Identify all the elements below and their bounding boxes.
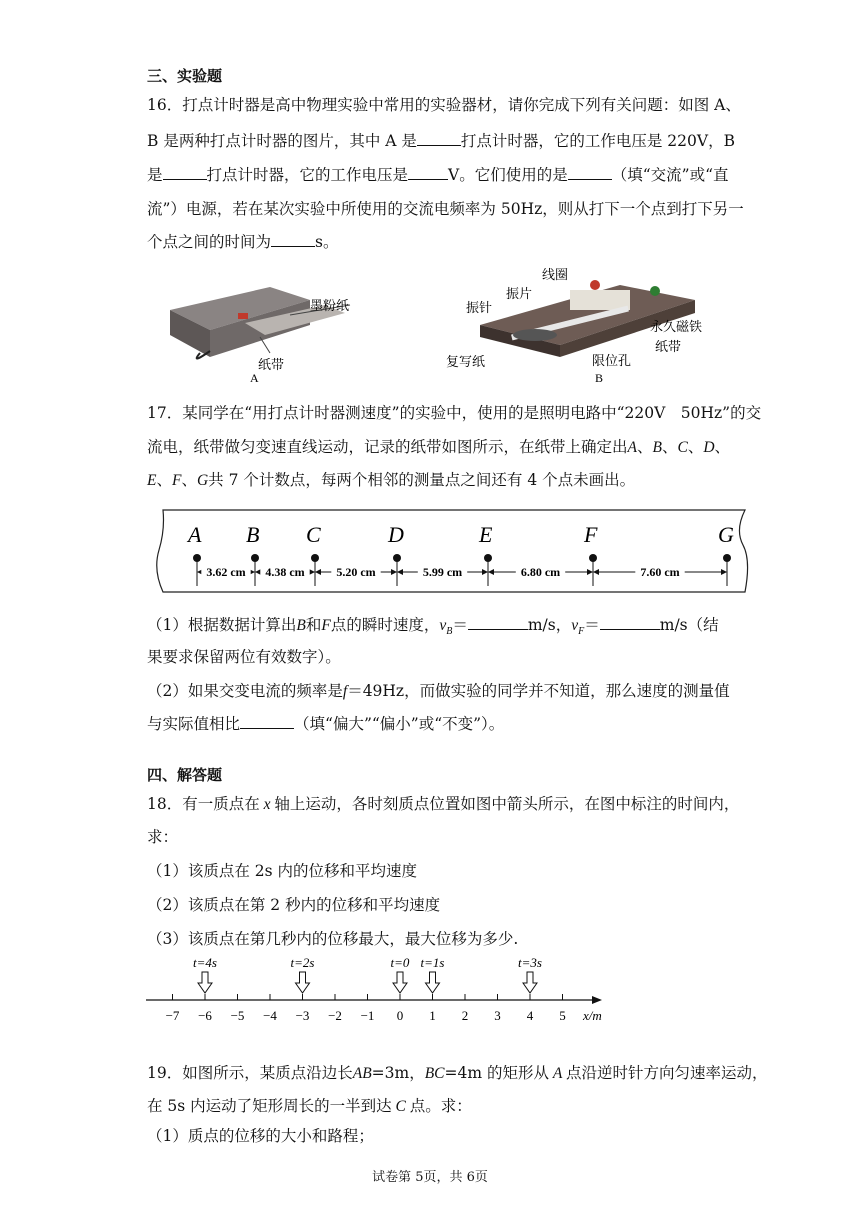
q16-line5: 个点之间的时间为 s。 [147, 233, 339, 251]
page-footer: 试卷第 5页，共 6页 [372, 1170, 488, 1185]
label-tape-a: 纸带 [258, 357, 285, 372]
position-arrow [198, 972, 212, 993]
tape-segment-label: 4.38 cm [265, 565, 305, 579]
q17-part1-line1: （1）根据数据计算出B和F点的瞬时速度，$v_B= m/s$，$v_F= m/s$（结 [147, 616, 719, 638]
tape-letter-A: A [188, 522, 202, 547]
time-label: t=2s [290, 955, 315, 970]
tape-segment-label: 5.99 cm [422, 565, 463, 579]
tick-label: 3 [494, 1008, 501, 1023]
tick-label: 4 [526, 1008, 534, 1023]
label-needle: 振针 [466, 300, 493, 315]
q19-line2: 在 5s 内运动了矩形周长的一半到达 C 点。求： [147, 1097, 472, 1115]
tick-label: −6 [198, 1008, 212, 1023]
tape-letter-D: D [388, 522, 404, 547]
section-title-experiment: 三、实验题 [147, 67, 223, 85]
tape-letter-E: E [479, 522, 493, 547]
q16-line4: 流”）电源，若在某次实验中所使用的交流电频率为 50Hz，则从打下一个点到打下另一 [147, 200, 744, 218]
q16-blank-5[interactable] [271, 232, 315, 247]
q17-line2: 流电，纸带做匀变速直线运动，记录的纸带如图所示，在纸带上确定出A、B、C、D、 [147, 438, 731, 456]
x-axis-arrowhead [592, 996, 602, 1004]
tick-label: −3 [295, 1008, 310, 1023]
number-line-diagram [140, 953, 620, 1025]
time-label: t=1s [420, 955, 445, 970]
tick-label: −7 [165, 1008, 180, 1023]
label-tape-b: 纸带 [655, 339, 682, 354]
vb-blank[interactable] [468, 615, 528, 630]
vf-blank[interactable] [600, 615, 660, 630]
q19-line1: 19．如图所示，某质点沿边长AB=3m，BC=4m 的矩形从 A 点沿逆时针方向匀速率运动， [147, 1064, 768, 1082]
tape-segment-label: 6.80 cm [520, 565, 561, 579]
q17-part2-line2: 与实际值相比 （填“偏大”“偏小”或“不变”）。 [147, 715, 505, 733]
tick-label: −1 [360, 1008, 375, 1023]
label-vibrator: 振片 [506, 286, 533, 301]
q16-blank-2[interactable] [163, 165, 207, 180]
q17-part1-line2: 果要求保留两位有效数字）。 [147, 648, 341, 666]
label-ink-paper: 墨粉纸 [310, 298, 350, 313]
position-arrow [296, 972, 310, 993]
position-arrow [523, 972, 537, 993]
tick-label: 5 [559, 1008, 566, 1023]
label-coil: 线圈 [542, 267, 569, 282]
q19-part1: （1）质点的位移的大小和路程； [147, 1127, 374, 1145]
caption-a: A [250, 371, 259, 385]
q18-part1: （1）该质点在 2s 内的位移和平均速度 [147, 862, 418, 880]
tape-segment-label: 7.60 cm [640, 565, 680, 579]
q18-part2: （2）该质点在第 2 秒内的位移和平均速度 [147, 896, 441, 914]
time-label: t=0 [390, 955, 410, 970]
tape-letter-F: F [584, 522, 598, 547]
tape-letter-G: G [718, 522, 734, 547]
q17-line1: 17．某同学在“用打点计时器测速度”的实验中，使用的是照明电路中“220V 50Hz”的交 [147, 404, 762, 422]
time-label: t=4s [193, 955, 217, 970]
tick-label: 1 [429, 1008, 436, 1023]
label-carbon-paper: 复写纸 [446, 354, 486, 369]
q16-line2: B 是两种打点计时器的图片，其中 A 是 打点计时器，它的工作电压是 220V，B [147, 132, 735, 150]
tick-label: −5 [230, 1008, 245, 1023]
q16-blank-3[interactable] [408, 165, 448, 180]
q16-blank-1[interactable] [417, 131, 461, 146]
section-title-answers: 四、解答题 [147, 766, 223, 784]
q17-part2-line1: （2）如果交变电流的频率是f＝49Hz，而做实验的同学并不知道，那么速度的测量值 [147, 682, 730, 700]
axis-label: x/m [583, 1008, 602, 1023]
timer-figures [150, 265, 730, 385]
tick-label: 2 [461, 1008, 469, 1023]
caption-b: B [595, 371, 604, 385]
time-label: t=3s [518, 955, 542, 970]
q17-line3: E、F、G共 7 个计数点，每两个相邻的测量点之间还有 4 个点未画出。 [147, 471, 636, 489]
q16-line1: 16．打点计时器是高中物理实验中常用的实验器材，请你完成下列有关问题：如图 A、 [147, 96, 741, 114]
tick-label: −4 [263, 1008, 277, 1023]
label-magnet: 永久磁铁 [650, 319, 703, 334]
tape-letter-C: C [306, 522, 321, 547]
q16-blank-4[interactable] [568, 165, 612, 180]
tape-segment-label: 3.62 cm [206, 565, 246, 579]
q18-line2: 求： [147, 828, 179, 846]
q18-part3: （3）该质点在第几秒内的位移最大，最大位移为多少. [147, 930, 519, 948]
label-limit-hole: 限位孔 [592, 353, 632, 368]
q16-line3: 是 打点计时器，它的工作电压是 V。它们使用的是 （填“交流”或“直 [147, 166, 729, 184]
position-arrow [426, 972, 440, 993]
tick-label: −2 [328, 1008, 342, 1023]
tick-label: 0 [396, 1008, 404, 1023]
paper-tape-diagram [145, 500, 755, 600]
q18-line1: 18．有一质点在 x 轴上运动，各时刻质点位置如图中箭头所示，在图中标注的时间内， [147, 795, 740, 813]
q17-part2-blank[interactable] [240, 714, 294, 729]
tape-segment-label: 5.20 cm [336, 565, 376, 579]
position-arrow [393, 972, 407, 993]
tape-letter-B: B [246, 522, 260, 547]
